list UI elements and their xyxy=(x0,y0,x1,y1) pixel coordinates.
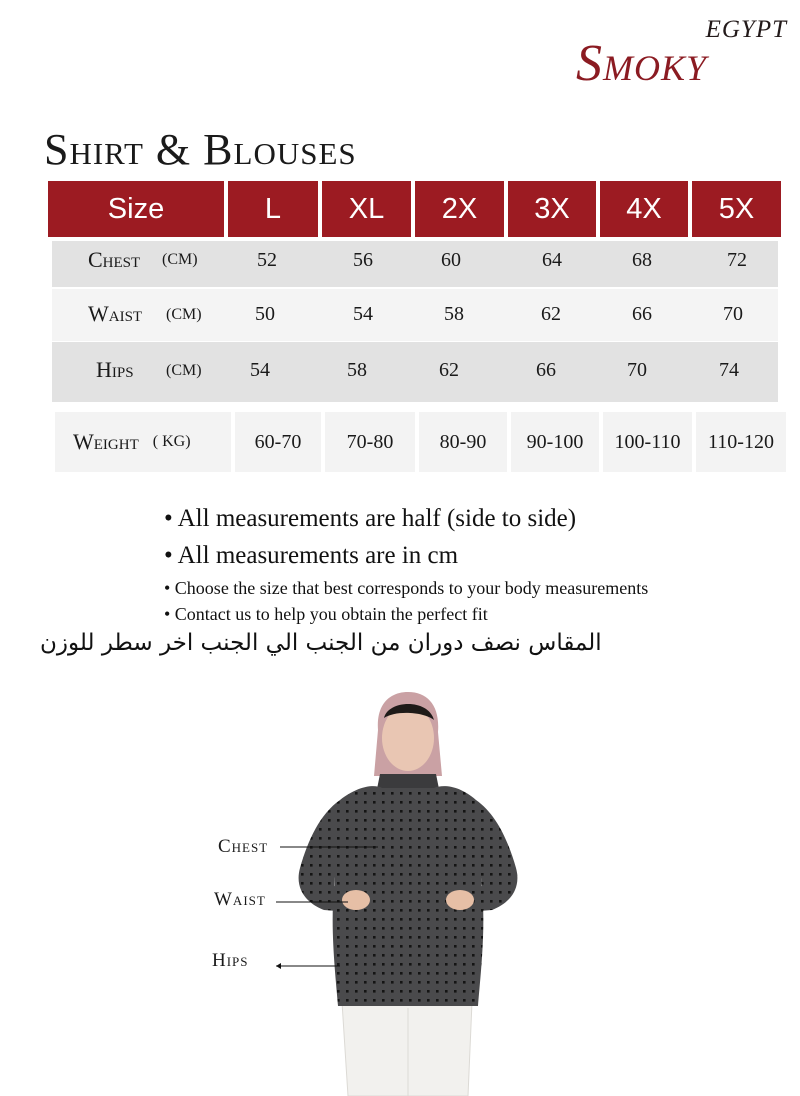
weight-l: 60-70 xyxy=(235,412,321,472)
hips-label: Hips xyxy=(96,357,134,382)
size-header-xl: XL xyxy=(322,181,411,237)
size-header-4x: 4X xyxy=(600,181,688,237)
figure-waist-label: Waist xyxy=(214,889,266,910)
chest-l: 52 xyxy=(257,249,277,271)
waist-2x: 58 xyxy=(444,303,464,325)
hips-unit: (CM) xyxy=(166,362,202,379)
waist-xl: 54 xyxy=(353,303,373,325)
weight-label: Weight xyxy=(73,429,139,454)
figure-chest-label: Chest xyxy=(218,836,269,857)
hips-3x: 66 xyxy=(536,359,556,381)
note-choose-size: • Choose the size that best corresponds to your body measurements xyxy=(164,578,649,598)
note-half-measure: • All measurements are half (side to side) xyxy=(164,505,577,532)
waist-label: Waist xyxy=(88,301,143,326)
waist-unit: (CM) xyxy=(166,306,202,323)
weight-label-cell xyxy=(55,412,231,472)
waist-5x: 70 xyxy=(723,303,743,325)
size-header-5x: 5X xyxy=(692,181,781,237)
size-header-3x: 3X xyxy=(508,181,596,237)
chest-label: Chest xyxy=(88,247,141,272)
chest-xl: 56 xyxy=(353,249,373,271)
measurement-pointer-lines xyxy=(190,690,590,1096)
chest-2x: 60 xyxy=(441,249,461,271)
note-units-cm: • All measurements are in cm xyxy=(164,542,459,569)
hips-xl: 58 xyxy=(347,359,367,381)
brand-logo xyxy=(570,14,795,94)
logo-country: EGYPT xyxy=(705,16,787,43)
size-header-l: L xyxy=(228,181,318,237)
page-title: Shirt & Blouses xyxy=(44,125,357,174)
chest-4x: 68 xyxy=(632,249,652,271)
chest-unit: (CM) xyxy=(162,251,198,268)
weight-2x: 80-90 xyxy=(419,412,507,472)
weight-5x: 110-120 xyxy=(696,412,786,472)
hips-2x: 62 xyxy=(439,359,459,381)
waist-4x: 66 xyxy=(632,303,652,325)
weight-unit: ( KG) xyxy=(152,433,191,450)
weight-4x: 100-110 xyxy=(603,412,692,472)
hips-4x: 70 xyxy=(627,359,647,381)
size-header-2x: 2X xyxy=(415,181,504,237)
size-header-cell: Size xyxy=(48,181,224,237)
weight-3x: 90-100 xyxy=(511,412,599,472)
hips-l: 54 xyxy=(250,359,270,381)
chest-3x: 64 xyxy=(542,249,562,271)
hips-5x: 74 xyxy=(719,359,739,381)
waist-3x: 62 xyxy=(541,303,561,325)
measurement-figure xyxy=(190,690,590,1096)
row-hips xyxy=(52,342,778,402)
arabic-note: المقاس نصف دوران من الجنب الي الجنب اخر سطر للوزن xyxy=(40,630,602,656)
logo-brand: Smoky xyxy=(576,35,708,92)
note-contact-us: • Contact us to help you obtain the perfect fit xyxy=(164,604,488,624)
weight-xl: 70-80 xyxy=(325,412,415,472)
waist-l: 50 xyxy=(255,303,275,325)
figure-hips-label: Hips xyxy=(212,950,249,971)
chest-5x: 72 xyxy=(727,249,747,271)
